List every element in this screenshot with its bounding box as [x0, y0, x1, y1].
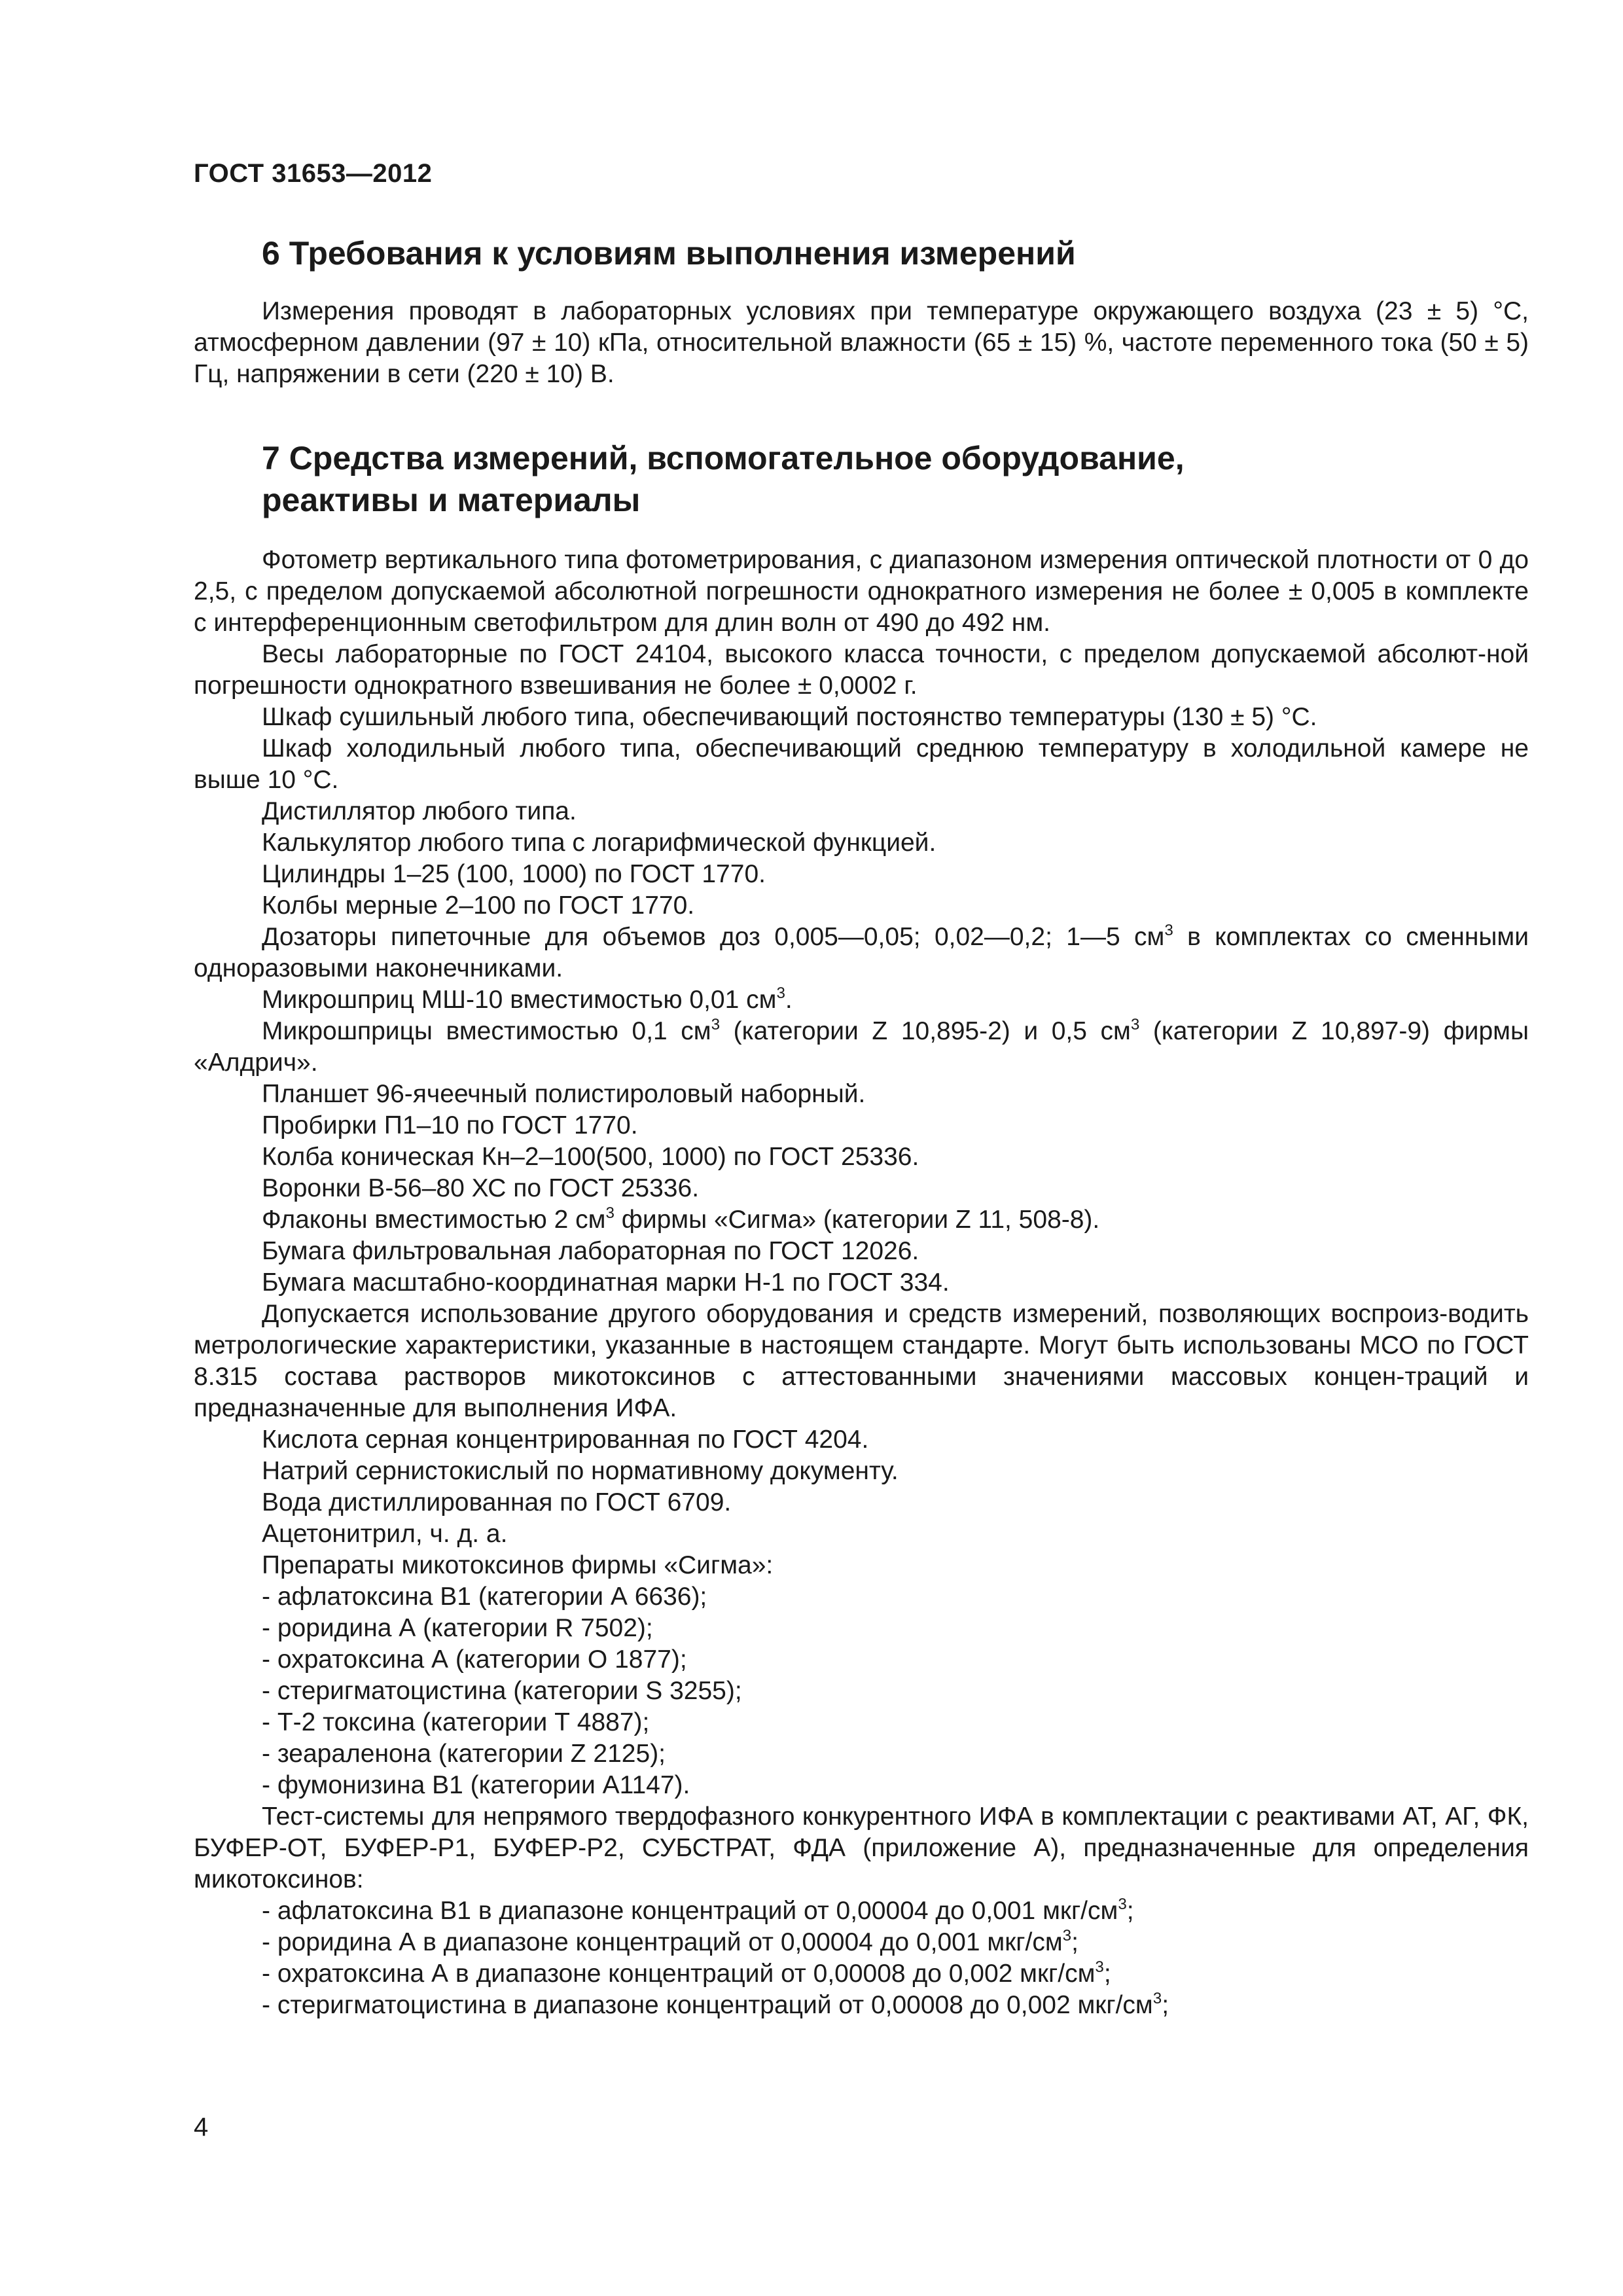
range-text: - роридина А в диапазоне концентраций от 0,00004 до 0,001 мкг/см [262, 1928, 1063, 1956]
paragraph-allowance: Допускается использование другого оборудования и средств измерений, позволяющих воспроиз-водить метрологические характеристики, указанные в настоящем стандарте. Могут быть использованы МСО по ГОСТ 8.315 состава растворов микотоксинов с аттестованными значениями массовых концен-траций и предназначенные для выполнения ИФА. [194, 1300, 1529, 1422]
vials-text-a: Флаконы вместимостью 2 см [262, 1206, 606, 1234]
range-sup: 3 [1062, 1927, 1072, 1945]
section-7-title [262, 437, 1505, 521]
list-item [194, 1958, 1529, 1990]
paragraph-flasks: Колбы мерные 2–100 по ГОСТ 1770. [262, 891, 695, 920]
paragraph-graph-paper: Бумага масштабно-координатная марки Н-1 по ГОСТ 334. [262, 1268, 950, 1297]
paragraph-funnels: Воронки В-56–80 ХС по ГОСТ 25336. [262, 1174, 700, 1202]
page-number: 4 [194, 2113, 209, 2142]
paragraph-fridge: Шкаф холодильный любого типа, обеспечивающий среднюю температуру в холодильной камере не выше 10 °С. [194, 734, 1529, 794]
paragraph-scales: Весы лабораторные по ГОСТ 24104, высокого класса точности, с пределом допускаемой абсолют-ной погрешности однократного взвешивания не более ± 0,0002 г. [194, 640, 1529, 700]
list-item: - охратоксина А (категории О 1877); [262, 1645, 687, 1674]
paragraph-microsyringes [194, 1016, 1529, 1079]
list-item [194, 1895, 1529, 1927]
vials-sup: 3 [605, 1204, 615, 1223]
list-item: - фумонизина В1 (категории А1147). [262, 1771, 690, 1799]
microsyringe-sup: 3 [776, 984, 785, 1003]
section-6-paragraph: Измерения проводят в лабораторных условиях при температуре окружающего воздуха (23 ± 5) °С, атмосферном давлении (97 ± 10) кПа, относительной влажности (65 ± 15) %, частоте переменного тока (50 ± 5) Гц, напряжении в сети (220 ± 10) В. [194, 297, 1529, 388]
dispensers-text-a: Дозаторы пипеточные для объемов доз 0,005—0,05; 0,02—0,2; 1—5 см [262, 923, 1165, 951]
microsyringes-sup-2: 3 [1130, 1016, 1140, 1034]
list-item [194, 1927, 1529, 1958]
microsyringe-text-a: Микрошприц МШ-10 вместимостью 0,01 см [262, 986, 777, 1014]
list-item: - стеригматоцистина (категории S 3255); [262, 1677, 742, 1705]
microsyringes-text-c: (категории Z 10,897-9) фирмы «Алдрич». [194, 1017, 1529, 1077]
paragraph-acetonitrile: Ацетонитрил, ч. д. а. [262, 1520, 508, 1548]
paragraph-calculator: Калькулятор любого типа с логарифмической функцией. [262, 829, 936, 857]
dispensers-sup: 3 [1164, 922, 1173, 940]
standard-id-header: ГОСТ 31653—2012 [194, 159, 433, 188]
paragraph-conical-flask: Колба коническая Кн–2–100(500, 1000) по ГОСТ 25336. [262, 1143, 919, 1171]
range-sup: 3 [1152, 1990, 1162, 2008]
paragraph-test-systems: Тест-системы для непрямого твердофазного конкурентного ИФА в комплектации с реактивами АТ, АГ, ФК, БУФЕР-ОТ, БУФЕР-Р1, БУФЕР-Р2, СУБСТРАТ, ФДА (приложение А), предназначенные для определения микотоксинов: [194, 1803, 1529, 1893]
paragraph-photometer: Фотометр вертикального типа фотометрирования, с диапазоном измерения оптической плотности от 0 до 2,5, с пределом допускаемой абсолютной погрешности однократного измерения не более ± 0,005 в комплекте с интерференционным светофильтром для длин волн от 490 до 492 нм. [194, 546, 1529, 637]
list-item: - афлатоксина В1 (категории А 6636); [262, 1583, 707, 1611]
paragraph-preparations: Препараты микотоксинов фирмы «Сигма»: [262, 1551, 774, 1579]
paragraph-dispensers [194, 922, 1529, 984]
microsyringes-text-b: (категории Z 10,895-2) и 0,5 см [720, 1017, 1131, 1045]
microsyringe-text-b: . [785, 986, 793, 1014]
list-item: - роридина А (категории R 7502); [262, 1614, 653, 1642]
list-item: - Т-2 токсина (категории Т 4887); [262, 1708, 650, 1736]
paragraph-sulfuric-acid: Кислота серная концентрированная по ГОСТ 4204. [262, 1426, 869, 1454]
range-sup: 3 [1118, 1895, 1127, 1914]
range-sup: 3 [1095, 1958, 1104, 1977]
microsyringes-text-a: Микрошприцы вместимостью 0,1 см [262, 1017, 711, 1045]
list-item [194, 1990, 1529, 2021]
section-6-body [194, 296, 1529, 390]
section-7-title-line-2: реактивы и материалы [262, 482, 641, 518]
paragraph-microsyringe [194, 984, 1529, 1016]
paragraph-plate: Планшет 96-ячеечный полистироловый наборный. [262, 1080, 866, 1108]
paragraph-drying-cabinet: Шкаф сушильный любого типа, обеспечивающий постоянство температуры (130 ± 5) °С. [262, 703, 1317, 731]
paragraph-cylinders: Цилиндры 1–25 (100, 1000) по ГОСТ 1770. [262, 860, 766, 888]
section-6-title: 6 Требования к условиям выполнения измерений [262, 235, 1076, 272]
section-7-body [194, 545, 1529, 2021]
range-end: ; [1103, 1960, 1111, 1988]
range-end: ; [1126, 1897, 1134, 1925]
list-item: - зеараленона (категории Z 2125); [262, 1740, 666, 1768]
paragraph-filter-paper: Бумага фильтровальная лабораторная по ГОСТ 12026. [262, 1237, 919, 1265]
paragraph-sodium-sulfite: Натрий сернистокислый по нормативному документу. [262, 1457, 899, 1485]
dispensers-text-b: в комплектах со сменными одноразовыми наконечниками. [194, 923, 1529, 982]
range-text: - афлатоксина В1 в диапазоне концентраций от 0,00004 до 0,001 мкг/см [262, 1897, 1118, 1925]
paragraph-water: Вода дистиллированная по ГОСТ 6709. [262, 1488, 732, 1516]
range-text: - охратоксина А в диапазоне концентраций от 0,00008 до 0,002 мкг/см [262, 1960, 1096, 1988]
range-text: - стеригматоцистина в диапазоне концентраций от 0,00008 до 0,002 мкг/см [262, 1991, 1153, 2019]
range-end: ; [1162, 1991, 1169, 2019]
vials-text-b: фирмы «Сигма» (категории Z 11, 508-8). [614, 1206, 1100, 1234]
range-end: ; [1071, 1928, 1079, 1956]
section-7-title-line-1: 7 Средства измерений, вспомогательное оборудование, [262, 440, 1185, 476]
paragraph-tubes: Пробирки П1–10 по ГОСТ 1770. [262, 1111, 638, 1139]
paragraph-distiller: Дистиллятор любого типа. [262, 797, 577, 825]
microsyringes-sup-1: 3 [711, 1016, 721, 1034]
paragraph-vials [194, 1204, 1529, 1236]
